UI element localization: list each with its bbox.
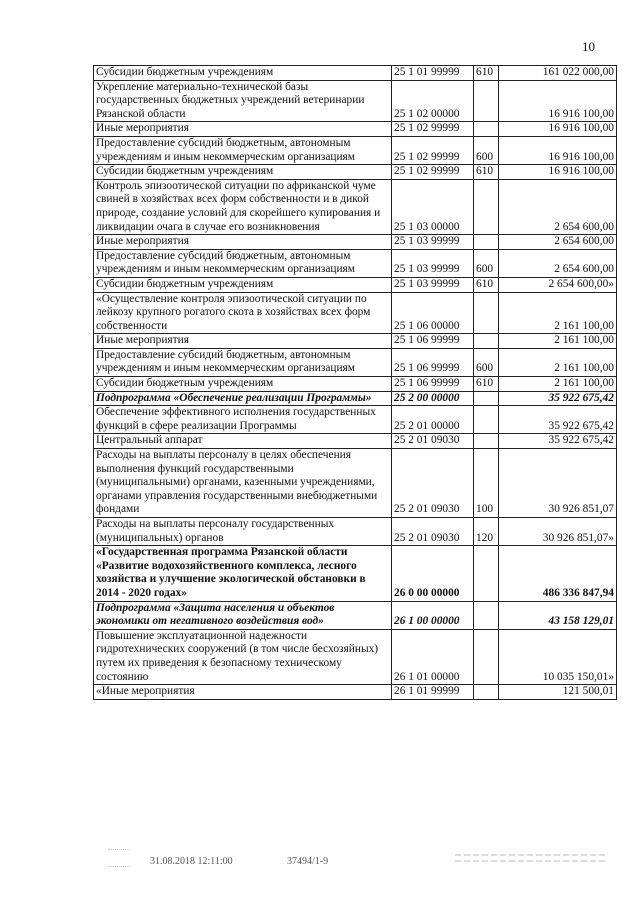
row-vr-cell: 610 — [474, 66, 499, 81]
row-vr-cell: 120 — [474, 518, 499, 546]
row-code-cell: 25 1 02 99999 — [392, 136, 474, 164]
table-row — [94, 179, 617, 234]
row-sum-cell: 2 654 600,00» — [499, 277, 617, 292]
row-code-cell: 25 1 01 99999 — [392, 66, 474, 81]
row-vr-cell — [474, 179, 499, 234]
footer-doc-number: 37494/1-9 — [287, 856, 329, 867]
row-code-cell: 25 2 01 09030 — [392, 449, 474, 518]
row-vr-cell — [474, 391, 499, 406]
row-sum-cell: 2 161 100,00 — [499, 292, 617, 334]
budget-table — [93, 65, 617, 700]
row-vr-cell — [474, 334, 499, 349]
row-sum-cell: 16 916 100,00 — [499, 165, 617, 180]
table-row — [94, 449, 617, 518]
row-sum-cell: 2 161 100,00 — [499, 334, 617, 349]
row-sum-cell: 2 654 600,00 — [499, 249, 617, 277]
table-row — [94, 277, 617, 292]
row-name-cell: «Осуществление контроля эпизоотической ситуации по лейкозу крупного рогатого скота в хозяйствах всех форм собственности — [94, 292, 392, 334]
row-code-cell: 25 2 01 09030 — [392, 518, 474, 546]
row-vr-cell — [474, 292, 499, 334]
row-sum-cell: 16 916 100,00 — [499, 80, 617, 122]
row-vr-cell — [474, 235, 499, 250]
row-name-cell: Субсидии бюджетным учреждениям — [94, 277, 392, 292]
row-code-cell: 25 1 02 00000 — [392, 80, 474, 122]
row-vr-cell: 610 — [474, 277, 499, 292]
table-row — [94, 334, 617, 349]
row-vr-cell — [474, 122, 499, 137]
row-name-cell: «Государственная программа Рязанской области «Развитие водохозяйственного комплекса, лесного хозяйства и улучшение экологической обстановки в 2014 - 2020 годах» — [94, 546, 392, 601]
row-name-cell: Субсидии бюджетным учреждениям — [94, 165, 392, 180]
table-row — [94, 391, 617, 406]
row-code-cell: 26 1 00 00000 — [392, 601, 474, 629]
row-sum-cell: 35 922 675,42 — [499, 434, 617, 449]
table-row — [94, 546, 617, 601]
row-sum-cell: 10 035 150,01» — [499, 629, 617, 684]
row-code-cell: 26 1 01 99999 — [392, 685, 474, 700]
row-name-cell: Иные мероприятия — [94, 334, 392, 349]
row-sum-cell: 35 922 675,42 — [499, 391, 617, 406]
row-code-cell: 25 1 02 99999 — [392, 165, 474, 180]
table-row — [94, 122, 617, 137]
row-sum-cell: 2 161 100,00 — [499, 348, 617, 376]
row-name-cell: Субсидии бюджетным учреждениям — [94, 66, 392, 81]
row-name-cell: Обеспечение эффективного исполнения государственных функций в сфере реализации Программы — [94, 406, 392, 434]
row-sum-cell: 2 654 600,00 — [499, 179, 617, 234]
table-row — [94, 434, 617, 449]
row-sum-cell: 35 922 675,42 — [499, 406, 617, 434]
row-code-cell: 25 1 06 99999 — [392, 334, 474, 349]
faint-stamp-left — [108, 849, 130, 867]
faint-stamp-right — [455, 850, 605, 868]
row-code-cell: 25 1 03 99999 — [392, 235, 474, 250]
page-number: 10 — [582, 39, 595, 54]
row-code-cell: 25 1 06 99999 — [392, 377, 474, 392]
row-vr-cell — [474, 434, 499, 449]
table-row — [94, 292, 617, 334]
table-row — [94, 685, 617, 700]
row-code-cell: 26 0 00 00000 — [392, 546, 474, 601]
table-row — [94, 348, 617, 376]
row-name-cell: Предоставление субсидий бюджетным, автономным учреждениям и иным некоммерческим организациям — [94, 249, 392, 277]
table-row — [94, 377, 617, 392]
row-code-cell: 25 1 03 00000 — [392, 179, 474, 234]
row-name-cell: Укрепление материально-технической базы государственных бюджетных учреждений ветеринарии Рязанской области — [94, 80, 392, 122]
row-sum-cell: 121 500,01 — [499, 685, 617, 700]
row-name-cell: Подпрограмма «Обеспечение реализации Программы» — [94, 391, 392, 406]
row-name-cell: Иные мероприятия — [94, 235, 392, 250]
row-name-cell: Подпрограмма «Защита населения и объектов экономики от негативного воздействия вод» — [94, 601, 392, 629]
table-row — [94, 601, 617, 629]
row-code-cell: 26 1 01 00000 — [392, 629, 474, 684]
row-name-cell: Контроль эпизоотической ситуации по африканской чуме свиней в хозяйствах всех форм собственности и в дикой природе, создание условий для скорейшего купирования и ликвидации очага в случае его возникновения — [94, 179, 392, 234]
row-name-cell: Предоставление субсидий бюджетным, автономным учреждениям и иным некоммерческим организациям — [94, 136, 392, 164]
table-row — [94, 136, 617, 164]
table-row — [94, 235, 617, 250]
table-row — [94, 80, 617, 122]
row-vr-cell — [474, 629, 499, 684]
row-code-cell: 25 2 00 00000 — [392, 391, 474, 406]
row-sum-cell: 16 916 100,00 — [499, 122, 617, 137]
row-sum-cell: 2 161 100,00 — [499, 377, 617, 392]
row-vr-cell: 600 — [474, 348, 499, 376]
row-name-cell: Расходы на выплаты персоналу государственных (муниципальных) органов — [94, 518, 392, 546]
row-sum-cell: 161 022 000,00 — [499, 66, 617, 81]
table-row — [94, 629, 617, 684]
budget-table-body — [94, 66, 617, 700]
row-sum-cell: 2 654 600,00 — [499, 235, 617, 250]
row-sum-cell: 30 926 851,07» — [499, 518, 617, 546]
row-sum-cell: 486 336 847,94 — [499, 546, 617, 601]
table-row — [94, 249, 617, 277]
row-vr-cell: 610 — [474, 165, 499, 180]
row-code-cell: 25 2 01 09030 — [392, 434, 474, 449]
table-row — [94, 165, 617, 180]
row-name-cell: Расходы на выплаты персоналу в целях обеспечения выполнения функций государственными (муниципальными) органами, казенными учреждениями, органами управления государственными внебюджетными фондами — [94, 449, 392, 518]
row-code-cell: 25 1 03 99999 — [392, 249, 474, 277]
row-code-cell: 25 2 01 00000 — [392, 406, 474, 434]
row-code-cell: 25 1 03 99999 — [392, 277, 474, 292]
row-code-cell: 25 1 02 99999 — [392, 122, 474, 137]
row-code-cell: 25 1 06 00000 — [392, 292, 474, 334]
row-name-cell: Субсидии бюджетным учреждениям — [94, 377, 392, 392]
row-vr-cell: 600 — [474, 249, 499, 277]
row-name-cell: «Иные мероприятия — [94, 685, 392, 700]
row-vr-cell — [474, 406, 499, 434]
row-vr-cell — [474, 685, 499, 700]
row-vr-cell — [474, 80, 499, 122]
table-row — [94, 66, 617, 81]
row-name-cell: Предоставление субсидий бюджетным, автономным учреждениям и иным некоммерческим организациям — [94, 348, 392, 376]
row-sum-cell: 30 926 851,07 — [499, 449, 617, 518]
table-row — [94, 518, 617, 546]
table-row — [94, 406, 617, 434]
footer-timestamp: 31.08.2018 12:11:00 — [150, 856, 233, 867]
row-sum-cell: 43 158 129,01 — [499, 601, 617, 629]
row-code-cell: 25 1 06 99999 — [392, 348, 474, 376]
row-vr-cell — [474, 546, 499, 601]
row-vr-cell: 610 — [474, 377, 499, 392]
row-name-cell: Центральный аппарат — [94, 434, 392, 449]
row-vr-cell: 100 — [474, 449, 499, 518]
row-vr-cell — [474, 601, 499, 629]
row-name-cell: Иные мероприятия — [94, 122, 392, 137]
row-vr-cell: 600 — [474, 136, 499, 164]
row-name-cell: Повышение эксплуатационной надежности гидротехнических сооружений (в том числе бесхозяйных) путем их приведения к безопасному техническому состоянию — [94, 629, 392, 684]
row-sum-cell: 16 916 100,00 — [499, 136, 617, 164]
